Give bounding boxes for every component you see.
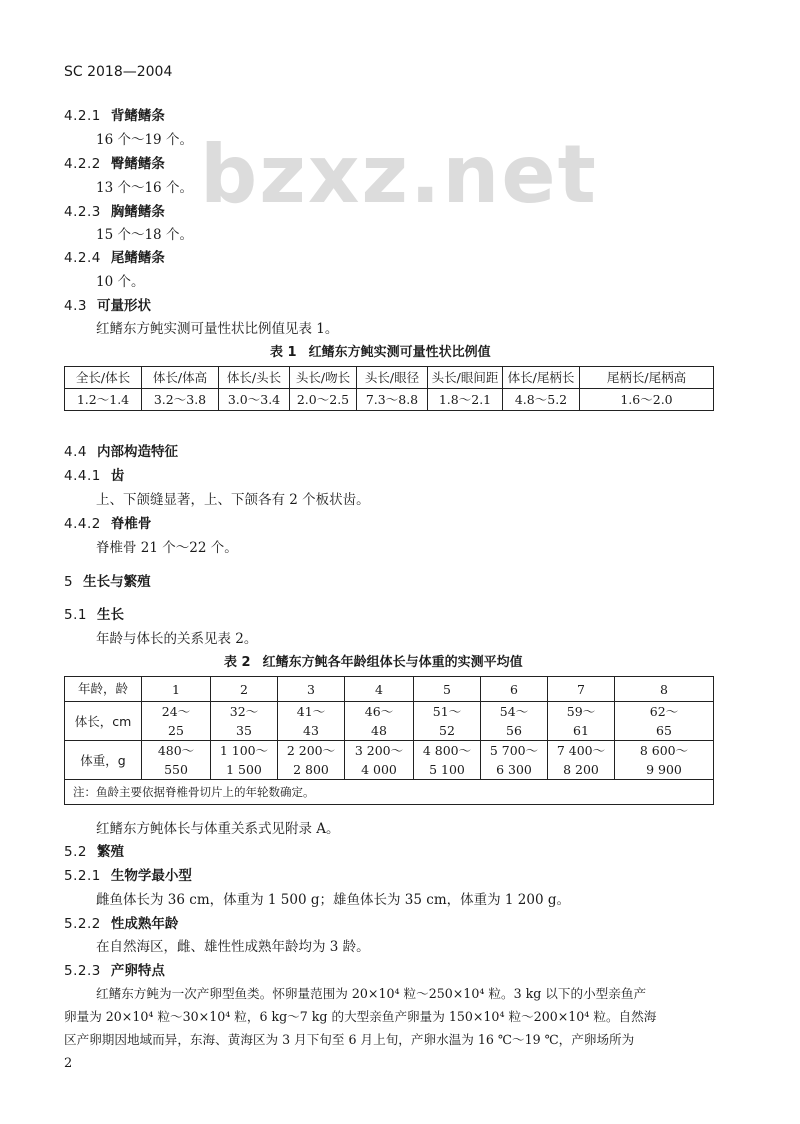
table-cell: 1.8～2.1: [428, 389, 503, 411]
table-title: 红鳍东方鲀各年龄组体长与体重的实测平均值: [262, 655, 523, 670]
paragraph-5-2-3-line-3: 区产卵期因地域而异，东海、黄海区为 3 月下旬至 6 月上旬，产卵水温为 16 ℃～19 ℃，产卵场所为: [64, 1032, 635, 1047]
table-cell: 7: [548, 677, 615, 702]
heading-title: 生长: [96, 607, 124, 623]
heading-5: [64, 570, 151, 590]
table-cell: 7.3～8.8: [357, 389, 428, 411]
table-header-cell: 尾柄长/尾柄高: [580, 367, 714, 389]
table-cell: [414, 702, 481, 741]
table-header-cell: 体长/头长: [219, 367, 290, 389]
heading-4-4-2: [64, 512, 151, 532]
table-row: [65, 741, 714, 780]
heading-number: 4.4: [64, 444, 87, 460]
range-end: 550: [164, 762, 188, 777]
heading-5-2-3: [64, 959, 165, 979]
range-end: 9 900: [646, 762, 682, 777]
heading-5-2-1: [64, 864, 192, 884]
table-cell: 1: [142, 677, 211, 702]
heading-number: 5.2.3: [64, 963, 101, 979]
heading-number: 4.2.2: [64, 156, 101, 172]
table-cell: 2.0～2.5: [290, 389, 357, 411]
range-start: 8 600～: [639, 743, 689, 758]
heading-title: 背鳍鳍条: [110, 108, 165, 124]
table-row: [65, 780, 714, 805]
range-end: 48: [371, 723, 387, 738]
range-start: 24～: [161, 704, 191, 719]
range-start: 41～: [296, 704, 326, 719]
heading-title: 繁殖: [96, 844, 124, 860]
table-cell: 3.2～3.8: [142, 389, 219, 411]
table-row: [65, 367, 714, 389]
paragraph-5-1: 年龄与体长的关系见表 2。: [96, 631, 258, 647]
range-end: 35: [236, 723, 252, 738]
table-cell: 2: [211, 677, 278, 702]
table-row-label: 体长，cm: [65, 702, 142, 741]
range-end: 43: [303, 723, 319, 738]
heading-4-4: [64, 440, 178, 460]
table-cell: [548, 741, 615, 780]
heading-number: 4.3: [64, 298, 87, 314]
heading-title: 内部构造特征: [96, 444, 178, 460]
table1-caption: [270, 341, 491, 360]
paragraph-5-2-3-line-2: 卵量为 20×10⁴ 粒～30×10⁴ 粒，6 kg～7 kg 的大型亲鱼产卵量为 150×10⁴ 粒～200×10⁴ 粒。自然海: [64, 1009, 657, 1024]
heading-title: 臀鳍鳍条: [110, 156, 165, 172]
heading-number: 4.2.3: [64, 204, 101, 220]
heading-title: 可量形状: [96, 298, 151, 314]
table-cell: [211, 702, 278, 741]
table-cell: 3: [278, 677, 345, 702]
heading-title: 脊椎骨: [110, 516, 152, 532]
table-row: [65, 677, 714, 702]
heading-number: 5.2.1: [64, 868, 101, 884]
heading-number: 5.2: [64, 844, 87, 860]
range-end: 2 800: [293, 762, 329, 777]
heading-number: 4.4.1: [64, 468, 101, 484]
paragraph-4-4-1: 上、下颌缝显著，上、下颌各有 2 个板状齿。: [96, 492, 370, 508]
table-header-cell: 体长/尾柄长: [503, 367, 580, 389]
table-cell: [615, 702, 714, 741]
heading-4-2-2: [64, 152, 165, 172]
range-start: 3 200～: [354, 743, 404, 758]
table-cell: [142, 741, 211, 780]
heading-4-2-3: [64, 200, 165, 220]
heading-title: 尾鳍鳍条: [110, 250, 165, 266]
standard-code: SC 2018—2004: [64, 64, 173, 80]
range-end: 52: [439, 723, 455, 738]
range-start: 62～: [649, 704, 679, 719]
table-row: [65, 389, 714, 411]
range-end: 8 200: [563, 762, 599, 777]
heading-number: 5: [64, 574, 74, 590]
heading-5-1: [64, 603, 124, 623]
heading-number: 5.2.2: [64, 916, 101, 932]
heading-title: 生物学最小型: [110, 868, 192, 884]
paragraph-4-3: 红鳍东方鲀实测可量性状比例值见表 1。: [96, 321, 339, 337]
range-end: 5 100: [429, 762, 465, 777]
paragraph-4-2-3: 15 个～18 个。: [96, 227, 193, 243]
range-start: 46～: [364, 704, 394, 719]
table-row: [65, 702, 714, 741]
heading-5-2-2: [64, 912, 178, 932]
range-end: 4 000: [361, 762, 397, 777]
table-title: 红鳍东方鲀实测可量性状比例值: [308, 345, 491, 360]
table-cell: 4: [345, 677, 414, 702]
heading-number: 4.2.1: [64, 108, 101, 124]
range-start: 480～: [157, 743, 195, 758]
table-cell: 6: [481, 677, 548, 702]
heading-title: 生长与繁殖: [83, 574, 151, 590]
table-note: 注：鱼龄主要依据脊椎骨切片上的年轮数确定。: [65, 780, 714, 805]
table-cell: 4.8～5.2: [503, 389, 580, 411]
range-start: 5 700～: [489, 743, 539, 758]
heading-4-2-4: [64, 246, 165, 266]
paragraph-appendix-ref: 红鳍东方鲀体长与体重关系式见附录 A。: [96, 821, 340, 837]
paragraph-4-2-2: 13 个～16 个。: [96, 180, 193, 196]
heading-title: 齿: [110, 468, 125, 484]
table-header-cell: 头长/吻长: [290, 367, 357, 389]
table-number: 表 2: [224, 655, 251, 670]
table-header-cell: 头长/眼间距: [428, 367, 503, 389]
paragraph-5-2-1: 雌鱼体长为 36 cm，体重为 1 500 g；雄鱼体长为 35 cm，体重为 1 200 g。: [96, 892, 570, 908]
paragraph-4-2-1: 16 个～19 个。: [96, 132, 193, 148]
range-start: 2 200～: [286, 743, 336, 758]
table-cell: [345, 741, 414, 780]
table-cell: 1.2～1.4: [65, 389, 142, 411]
heading-title: 产卵特点: [110, 963, 165, 979]
heading-number: 4.4.2: [64, 516, 101, 532]
paragraph-4-2-4: 10 个。: [96, 274, 145, 290]
range-end: 25: [168, 723, 184, 738]
range-start: 4 800～: [422, 743, 472, 758]
table-cell: 8: [615, 677, 714, 702]
table-header-cell: 头长/眼径: [357, 367, 428, 389]
page-number: 2: [64, 1056, 73, 1071]
table-cell: [142, 702, 211, 741]
heading-5-2: [64, 840, 124, 860]
range-start: 1 100～: [219, 743, 269, 758]
heading-title: 胸鳍鳍条: [110, 204, 165, 220]
heading-4-4-1: [64, 464, 124, 484]
paragraph-5-2-3-line-1: 红鳍东方鲀为一次产卵型鱼类。怀卵量范围为 20×10⁴ 粒～250×10⁴ 粒。3 kg 以下的小型亲鱼产: [96, 986, 647, 1001]
heading-4-2-1: [64, 104, 165, 124]
table-cell: [481, 702, 548, 741]
table-cell: [414, 741, 481, 780]
table-row-label: 年龄，龄: [65, 677, 142, 702]
table-header-cell: 全长/体长: [65, 367, 142, 389]
table-number: 表 1: [270, 345, 297, 360]
table-cell: [548, 702, 615, 741]
range-end: 1 500: [226, 762, 262, 777]
range-end: 61: [573, 723, 589, 738]
table2: [64, 676, 714, 805]
heading-4-3: [64, 294, 151, 314]
table-cell: [615, 741, 714, 780]
range-start: 59～: [566, 704, 596, 719]
range-start: 51～: [432, 704, 462, 719]
table-cell: 3.0～3.4: [219, 389, 290, 411]
paragraph-4-4-2: 脊椎骨 21 个～22 个。: [96, 540, 238, 556]
heading-title: 性成熟年龄: [110, 916, 179, 932]
table-cell: 5: [414, 677, 481, 702]
table2-caption: [224, 651, 523, 670]
range-start: 32～: [229, 704, 259, 719]
range-end: 6 300: [496, 762, 532, 777]
range-start: 54～: [499, 704, 529, 719]
table-cell: [278, 702, 345, 741]
range-end: 56: [506, 723, 522, 738]
heading-number: 4.2.4: [64, 250, 101, 266]
paragraph-5-2-2: 在自然海区，雌、雄性性成熟年龄均为 3 龄。: [96, 939, 370, 955]
table-cell: [278, 741, 345, 780]
heading-number: 5.1: [64, 607, 87, 623]
table-cell: [211, 741, 278, 780]
range-start: 7 400～: [556, 743, 606, 758]
table-row-label: 体重，g: [65, 741, 142, 780]
range-end: 65: [656, 723, 672, 738]
watermark: bzxz.net: [200, 128, 598, 221]
table-cell: [481, 741, 548, 780]
table1: [64, 366, 714, 411]
table-cell: [345, 702, 414, 741]
table-header-cell: 体长/体高: [142, 367, 219, 389]
table-cell: 1.6～2.0: [580, 389, 714, 411]
